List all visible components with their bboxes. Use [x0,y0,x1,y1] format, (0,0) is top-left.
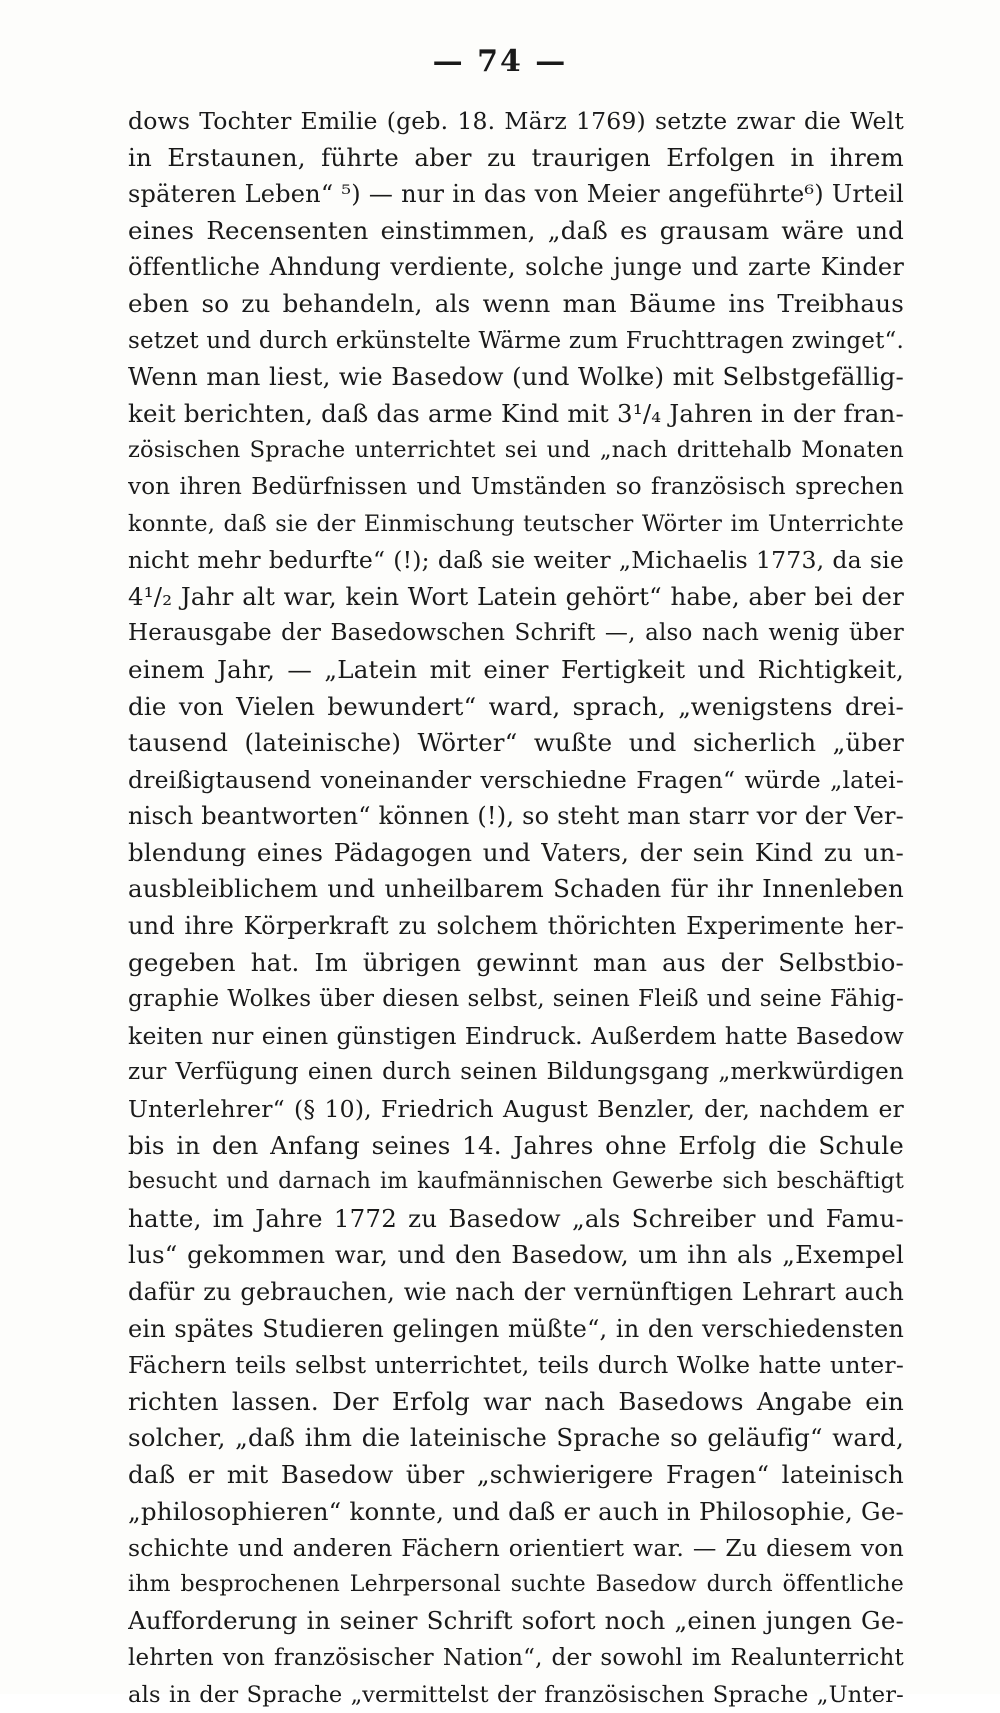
text-line: hatte, im Jahre 1772 zu Basedow „als Schreiber und Famu- [128,1203,904,1233]
body-text [128,103,904,1713]
text-line: ausbleiblichem und unheilbarem Schaden für ihr Innenleben [128,874,904,904]
text-line: zur Verfügung einen durch seinen Bildungsgang „merkwürdigen [128,1059,904,1086]
text-line: von ihren Bedürfnissen und Umständen so französisch sprechen [128,473,904,500]
text-line: 4¹/₂ Jahr alt war, kein Wort Latein gehört“ habe, aber bei der [128,581,904,611]
text-line: Wenn man liest, wie Basedow (und Wolke) mit Selbstgefällig- [128,362,904,392]
text-line: dafür zu gebrauchen, wie nach der vernünftigen Lehrart auch [128,1278,904,1306]
text-line: setzet und durch erkünstelte Wärme zum Fruchttragen zwinget“. [128,327,904,354]
page-number: — 74 — [432,44,568,79]
text-line: und ihre Körperkraft zu solchem thörichten Experimente her- [128,912,904,941]
text-line: keit berichten, daß das arme Kind mit 3¹/₄ Jahren in der fran- [128,398,904,428]
text-line: blendung eines Pädagogen und Vaters, der sein Kind zu un- [128,837,904,867]
text-line: als in der Sprache „vermittelst der französischen Sprache „Unter- [128,1681,904,1708]
text-line: einem Jahr, — „Latein mit einer Fertigkeit und Richtigkeit, [128,654,904,684]
text-line: lus“ gekommen war, und den Basedow, um ihn als „Exempel [128,1240,904,1270]
text-line: gegeben hat. Im übrigen gewinnt man aus der Selbstbio- [128,947,904,977]
text-line: öffentliche Ahndung verdiente, solche junge und zarte Kinder [128,253,904,282]
text-line: Unterlehrer“ (§ 10), Friedrich August Benzler, der, nachdem er [128,1095,904,1124]
text-line: zösischen Sprache unterrichtet sei und „nach drittehalb Monaten [128,437,904,464]
text-line: nisch beantworten“ können (!), so steht man starr vor der Ver- [128,802,904,831]
text-line: solcher, „daß ihm die lateinische Sprache so geläufig“ ward, [128,1423,904,1453]
text-line: dreißigtausend voneinander verschiedne Fragen“ würde „latei- [128,765,904,794]
text-line: bis in den Anfang seines 14. Jahres ohne Erfolg die Schule [128,1130,904,1160]
text-line: tausend (lateinische) Wörter“ wußte und sicherlich „über [128,728,904,758]
text-line: Fächern teils selbst unterrichtet, teils durch Wolke hatte unter- [128,1351,904,1380]
text-line: dows Tochter Emilie (geb. 18. März 1769) setzte zwar die Welt [128,107,904,135]
text-line: Aufforderung in seiner Schrift sofort noch „einen jungen Ge- [128,1606,904,1636]
text-line: schichte und anderen Fächern orientiert war. — Zu diesem von [128,1534,904,1563]
text-line: ihm besprochenen Lehrpersonal suchte Basedow durch öffentliche [128,1571,904,1597]
text-line: ein spätes Studieren gelingen müßte“, in den verschiedensten [128,1314,904,1343]
text-line: lehrten von französischer Nation“, der sowohl im Realunterricht [128,1644,904,1671]
text-line: die von Vielen bewundert“ ward, sprach, „wenigstens drei- [128,691,904,721]
text-line: besucht und darnach im kaufmännischen Gewerbe sich beschäftigt [128,1169,904,1195]
text-line: konnte, daß sie der Einmischung teutscher Wörter im Unterrichte [128,510,904,537]
text-line: keiten nur einen günstigen Eindruck. Außerdem hatte Basedow [128,1021,904,1050]
text-line: „philosophieren“ konnte, und daß er auch in Philosophie, Ge- [128,1496,904,1526]
text-line: späteren Leben“ ⁵) — nur in das von Meier angeführte⁶) Urteil [128,180,904,209]
text-line: eben so zu behandeln, als wenn man Bäume ins Treibhaus [128,288,904,318]
text-line: richten lassen. Der Erfolg war nach Basedows Angabe ein [128,1386,904,1416]
text-line: Herausgabe der Basedowschen Schrift —, also nach wenig über [128,620,904,647]
text-line: nicht mehr bedurfte“ (!); daß sie weiter „Michaelis 1773, da sie [128,546,904,575]
text-line: in Erstaunen, führte aber zu traurigen Erfolgen in ihrem [128,142,904,172]
text-line: daß er mit Basedow über „schwierigere Fragen“ lateinisch [128,1459,904,1489]
text-line: graphie Wolkes über diesen selbst, seinen Fleiß und seine Fähig- [128,986,904,1013]
text-line: eines Recensenten einstimmen, „daß es grausam wäre und [128,215,904,245]
